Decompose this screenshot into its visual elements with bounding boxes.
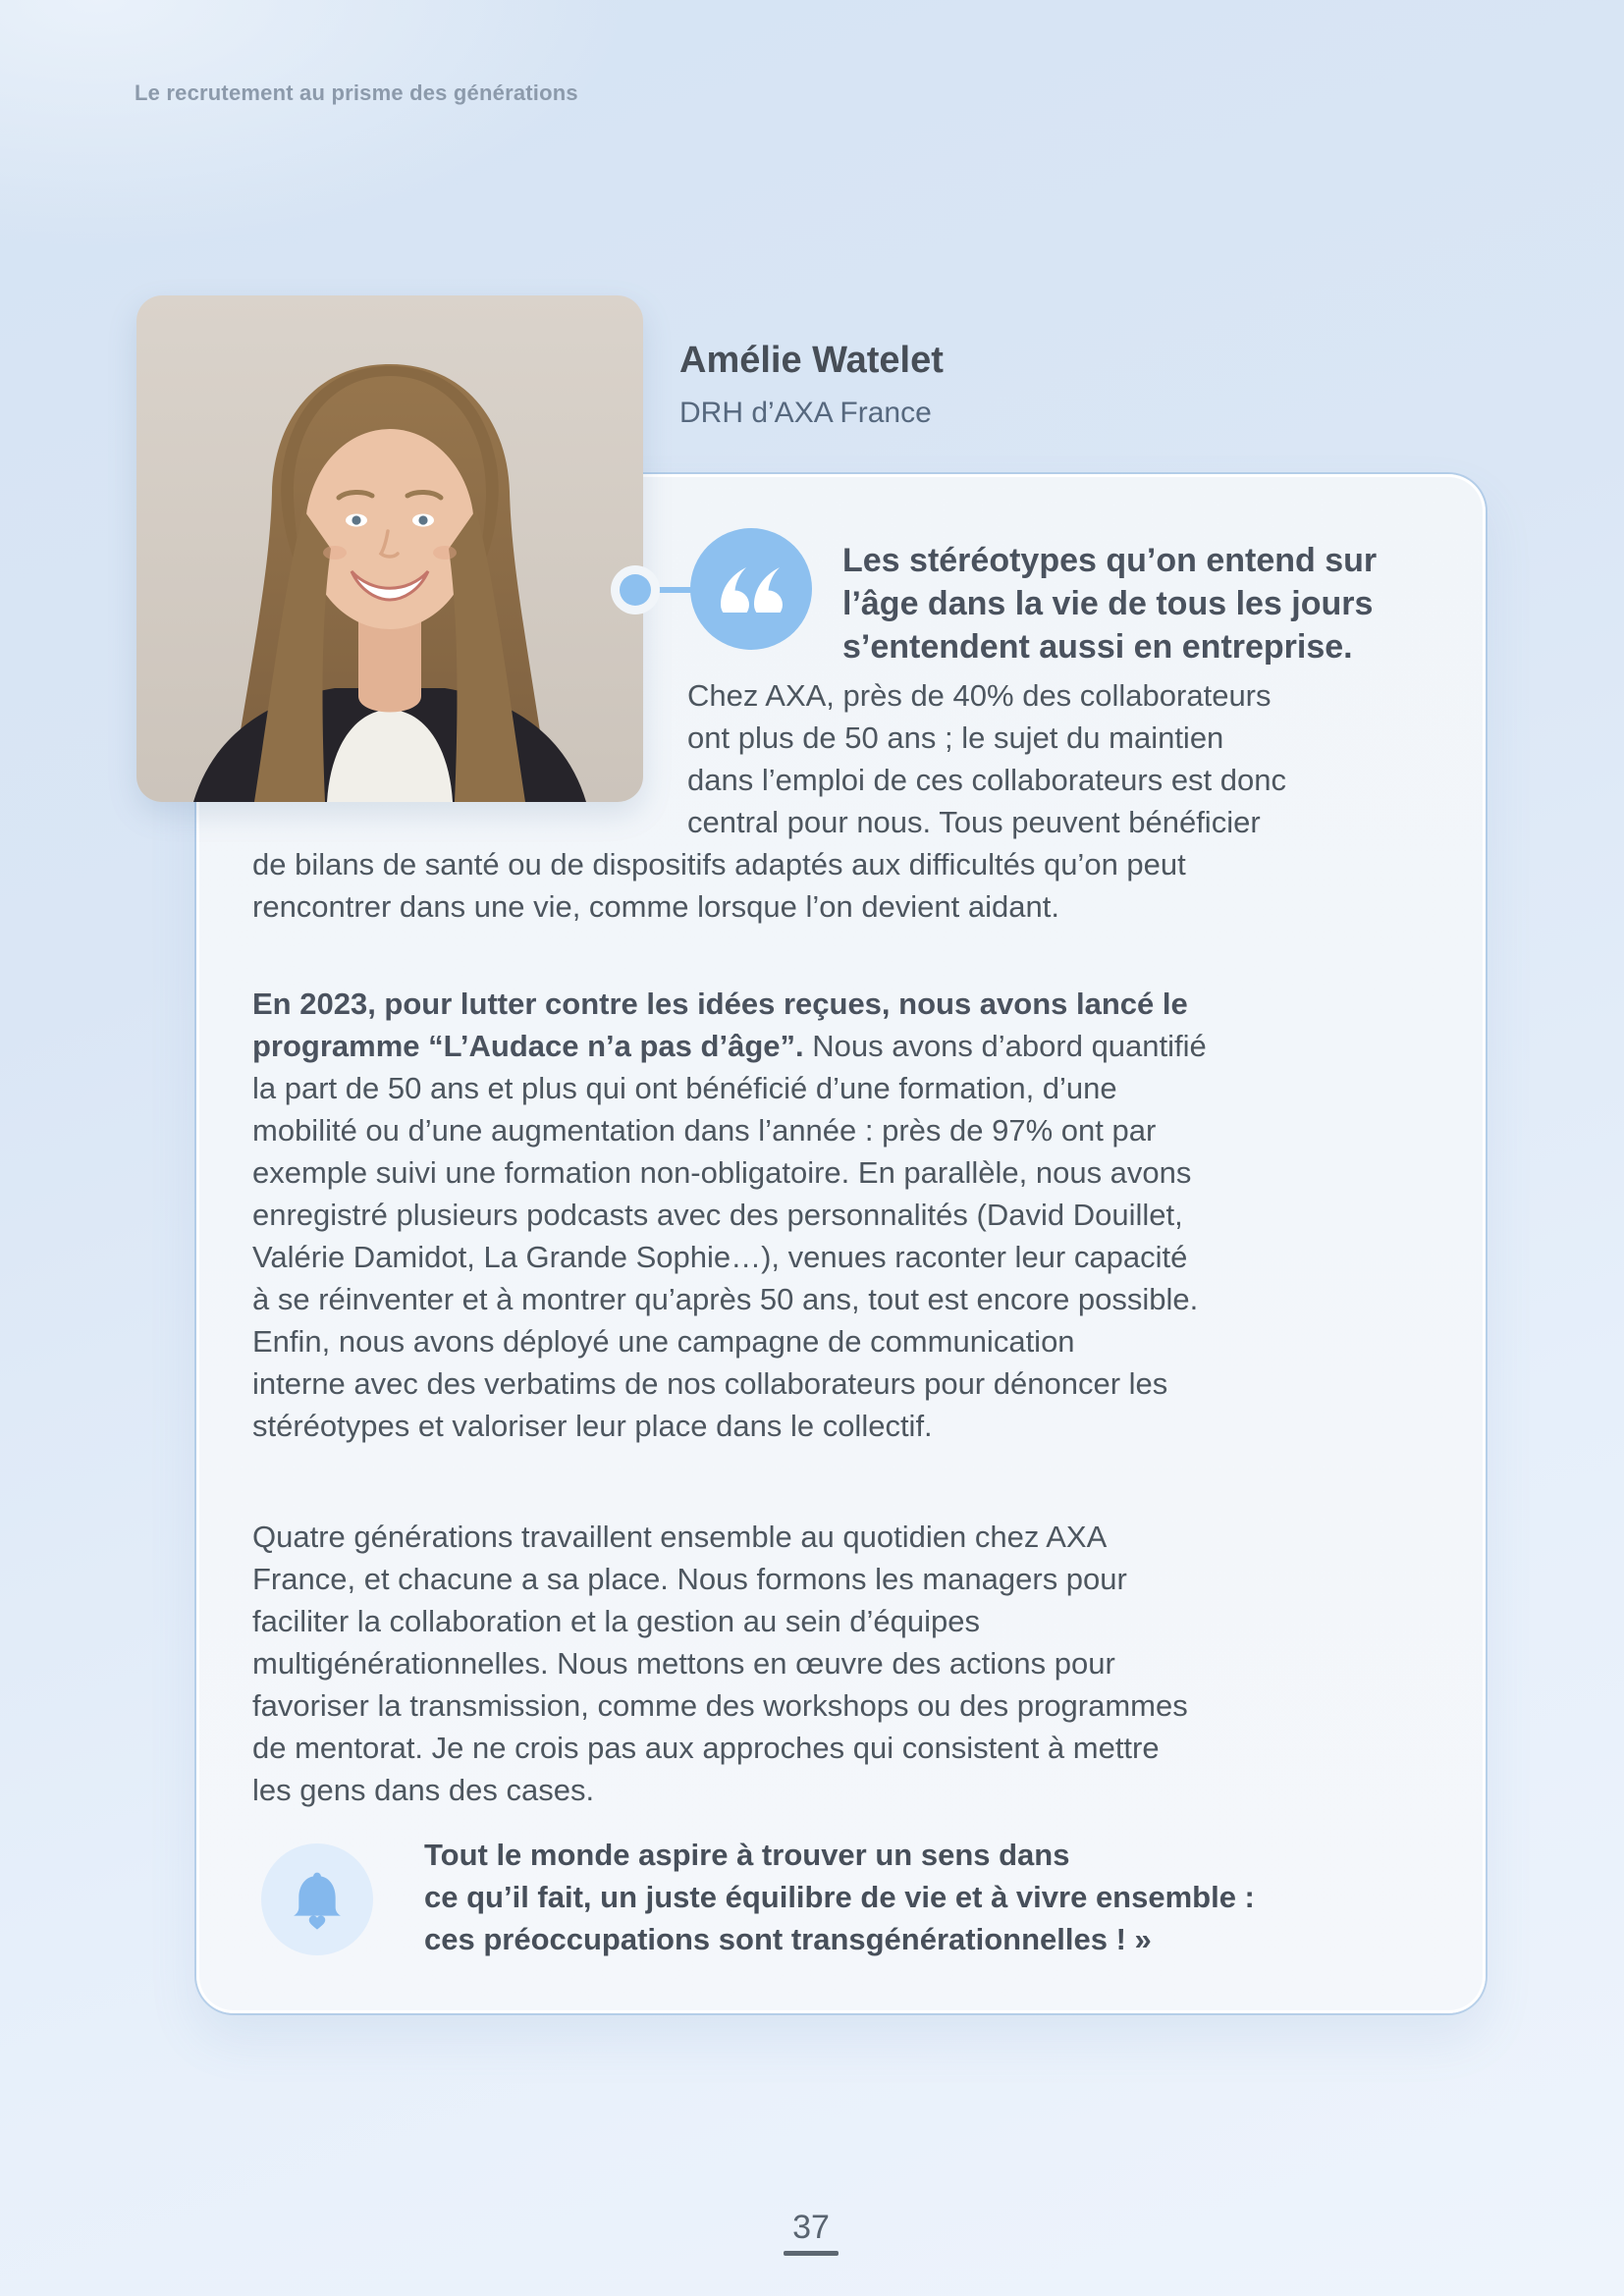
callout-quote	[424, 1834, 1465, 1960]
text-line: s’entendent aussi en entreprise.	[842, 628, 1353, 666]
person-name: Amélie Watelet	[679, 340, 944, 381]
text-line: enregistré plusieurs podcasts avec des personnalités (David Douillet,	[252, 1198, 1183, 1232]
quote-icon-badge	[690, 528, 812, 650]
text-line: Chez AXA, près de 40% des collaborateurs	[687, 678, 1272, 713]
text-line: ce qu’il fait, un juste équilibre de vie et à vivre ensemble :	[424, 1880, 1255, 1914]
paragraph-2	[252, 983, 1460, 1447]
text-line: multigénérationnelles. Nous mettons en œuvre des actions pour	[252, 1646, 1115, 1681]
quote-icon	[719, 565, 784, 613]
text-line: favoriser la transmission, comme des workshops ou des programmes	[252, 1688, 1188, 1723]
text-line: ont plus de 50 ans ; le sujet du maintien	[687, 721, 1224, 755]
person-role: DRH d’AXA France	[679, 397, 932, 429]
connector-dot	[620, 574, 651, 606]
text-line: Tout le monde aspire à trouver un sens dans	[424, 1838, 1070, 1872]
text-line: stéréotypes et valoriser leur place dans le collectif.	[252, 1409, 933, 1443]
text-line: Les stéréotypes qu’on entend sur	[842, 542, 1378, 579]
text-line: Quatre générations travaillent ensemble au quotidien chez AXA	[252, 1520, 1108, 1554]
text-line: Valérie Damidot, La Grande Sophie…), venues raconter leur capacité	[252, 1240, 1188, 1274]
text-line: central pour nous. Tous peuvent bénéficier	[687, 805, 1261, 839]
bell-icon-badge	[261, 1843, 373, 1955]
section-header: Le recrutement au prisme des générations	[135, 80, 578, 105]
page-number: 37	[792, 2209, 830, 2246]
text-line: dans l’emploi de ces collaborateurs est donc	[687, 763, 1287, 797]
text-line: les gens dans des cases.	[252, 1773, 595, 1807]
text-line: l’âge dans la vie de tous les jours	[842, 585, 1374, 622]
text-line: exemple suivi une formation non-obligatoire. En parallèle, nous avons	[252, 1155, 1192, 1190]
text-line: programme “L’Audace n’a pas d’âge”. Nous avons d’abord quantifié	[252, 1029, 1207, 1063]
text-line: à se réinventer et à montrer qu’après 50 ans, tout est encore possible.	[252, 1282, 1199, 1316]
text-line: de mentorat. Je ne crois pas aux approches qui consistent à mettre	[252, 1731, 1160, 1765]
text-line: rencontrer dans une vie, comme lorsque l’on devient aidant.	[252, 889, 1059, 924]
quote-highlight	[842, 539, 1490, 668]
text-line: de bilans de santé ou de dispositifs adaptés aux difficultés qu’on peut	[252, 847, 1186, 881]
bell-icon	[286, 1868, 349, 1931]
paragraph-1	[252, 674, 1460, 928]
page-number-block	[776, 2209, 846, 2256]
text-line: faciliter la collaboration et la gestion au sein d’équipes	[252, 1604, 981, 1638]
text-line: France, et chacune a sa place. Nous formons les managers pour	[252, 1562, 1127, 1596]
page-number-underline	[784, 2251, 839, 2256]
text-line: ces préoccupations sont transgénérationnelles ! »	[424, 1922, 1152, 1956]
text-line: interne avec des verbatims de nos collaborateurs pour dénoncer les	[252, 1366, 1168, 1401]
text-line: mobilité ou d’une augmentation dans l’année : près de 97% ont par	[252, 1113, 1157, 1148]
paragraph-3	[252, 1516, 1460, 1811]
text-line: En 2023, pour lutter contre les idées reçues, nous avons lancé le	[252, 987, 1188, 1021]
text-line: Enfin, nous avons déployé une campagne de communication	[252, 1324, 1075, 1359]
text-line: la part de 50 ans et plus qui ont bénéficié d’une formation, d’une	[252, 1071, 1117, 1105]
